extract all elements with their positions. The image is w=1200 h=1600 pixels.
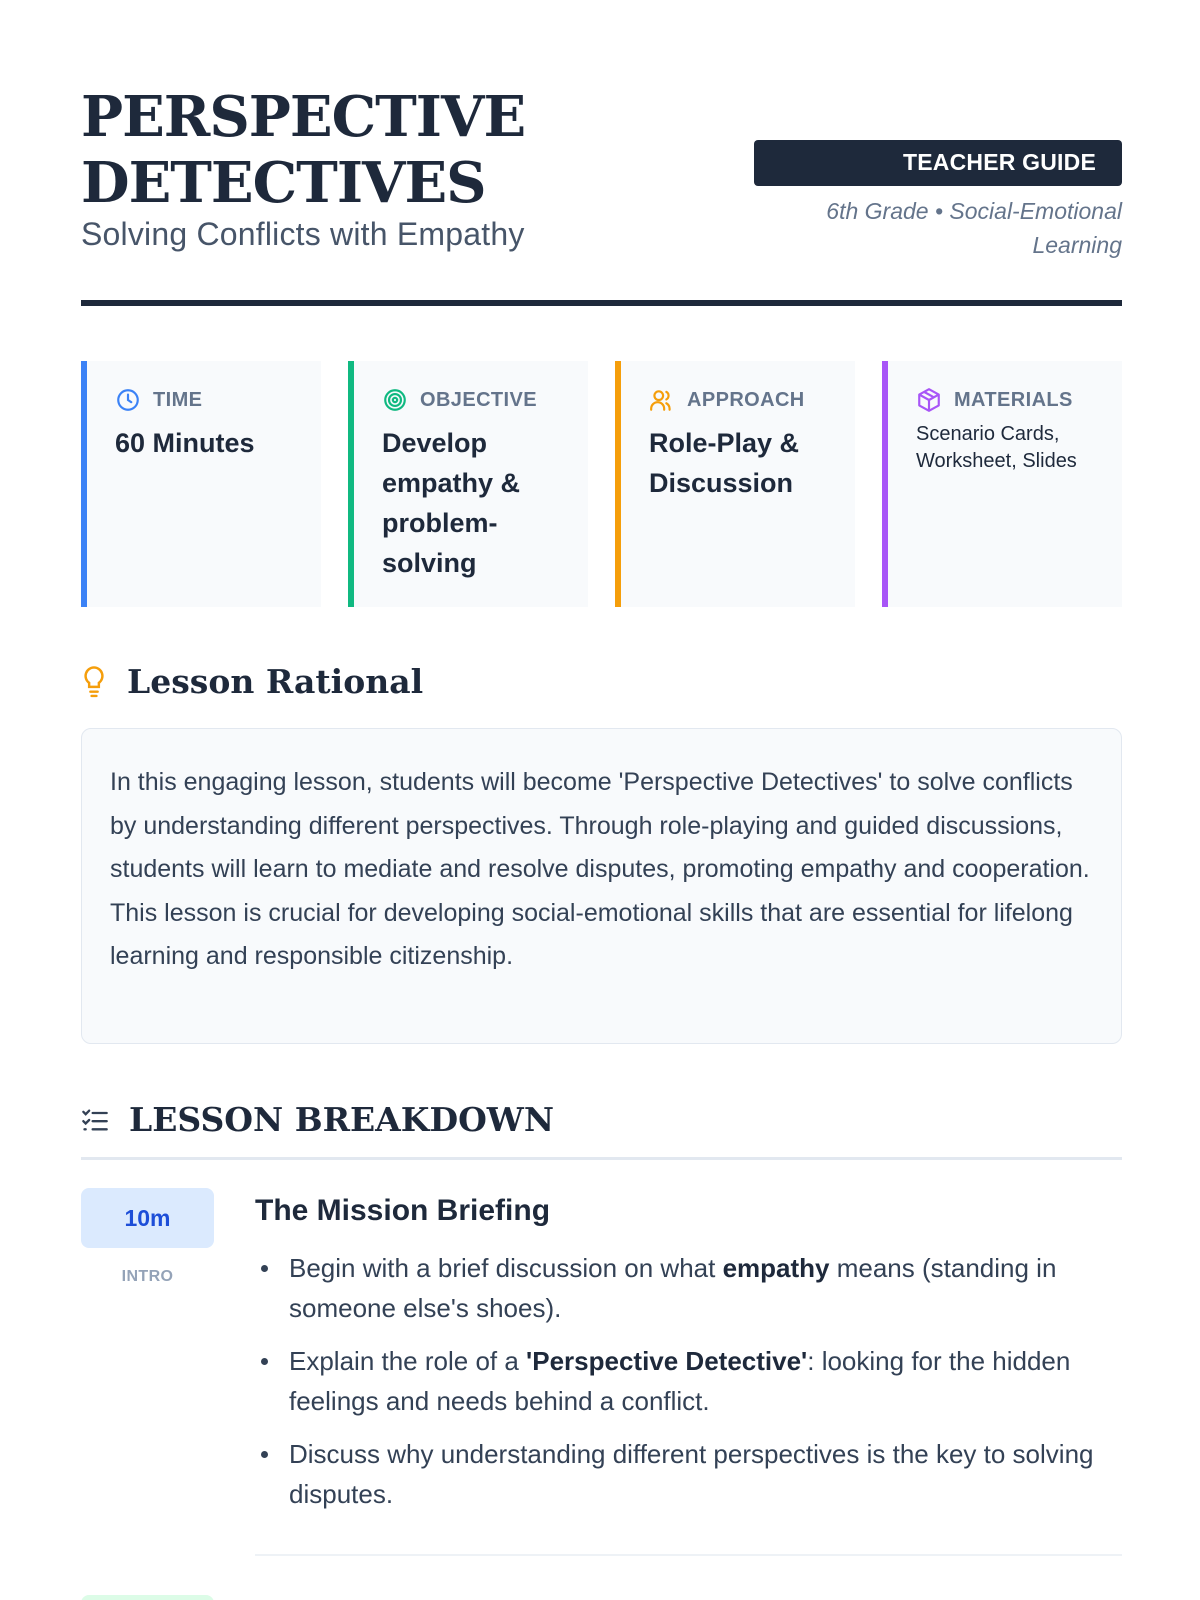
rationale-heading [81, 662, 423, 701]
bullet-emphasis: empathy [722, 1253, 830, 1283]
title-line-1: PERSPECTIVE [81, 84, 526, 150]
page-title [81, 84, 525, 216]
bullet-text: Discuss why understanding different perspectives is the key to solving disputes. [289, 1439, 1094, 1509]
teacher-guide-badge: TEACHER GUIDE [754, 140, 1122, 186]
card-objective [348, 361, 588, 607]
bullet-text: : looking for the hidden feelings and needs behind a conflict. [289, 1346, 1071, 1416]
card-materials [882, 361, 1122, 607]
bullet-text: means (standing in someone else's shoes). [289, 1253, 1057, 1323]
info-cards [81, 361, 1122, 607]
list-item [255, 1248, 1122, 1328]
rationale-heading-text: Lesson Rational [127, 662, 424, 701]
checklist-icon [81, 1106, 109, 1134]
users-icon [649, 387, 675, 413]
lesson-header [81, 80, 1122, 306]
card-value: Scenario Cards, Worksheet, Slides [916, 423, 1077, 472]
rationale-text: In this engaging lesson, students will become 'Perspective Detectives' to solve conflicts by understanding different perspectives. Through role-playing and guided discussions, students will learn to mediate and resolve disputes, promoting empathy and cooperation. This lesson is crucial for developing social-emotional skills that are essential for lifelong learning and responsible citizenship. [110, 768, 1090, 970]
clock-icon [115, 387, 141, 413]
box-icon [916, 387, 942, 413]
bullet-text: Begin with a brief discussion on what [289, 1253, 723, 1283]
card-label-text: APPROACH [687, 388, 805, 411]
page-subtitle: Solving Conflicts with Empathy [81, 216, 525, 252]
grade-line-2: Learning [1032, 232, 1122, 258]
step-title: The Mission Briefing [255, 1194, 551, 1227]
lightbulb-icon [81, 665, 107, 699]
card-label-text: OBJECTIVE [420, 388, 537, 411]
step-divider [255, 1554, 1122, 1556]
card-value: Develop empathy & problem-solving [382, 428, 521, 578]
card-label [916, 387, 1073, 413]
step-duration-badge: 10m [81, 1188, 214, 1248]
bullet-emphasis: 'Perspective Detective' [526, 1346, 808, 1376]
title-line-2: DETECTIVES [81, 150, 486, 216]
target-icon [382, 387, 408, 413]
next-step-badge [81, 1595, 214, 1600]
breakdown-heading [81, 1100, 554, 1139]
card-approach [615, 361, 855, 607]
card-label [115, 387, 202, 413]
list-item [255, 1341, 1122, 1421]
breakdown-heading-text: LESSON BREAKDOWN [129, 1100, 555, 1139]
grade-line-1: 6th Grade • Social-Emotional [826, 198, 1122, 224]
header-divider [81, 300, 1122, 306]
card-label [382, 387, 537, 413]
card-label-text: MATERIALS [954, 388, 1073, 411]
card-value: 60 Minutes [115, 428, 255, 458]
card-label-text: TIME [153, 388, 203, 411]
list-item [255, 1434, 1122, 1514]
breakdown-divider [81, 1157, 1122, 1160]
rationale-box [81, 728, 1122, 1044]
grade-subject-label [762, 194, 1122, 262]
card-value: Role-Play & Discussion [649, 428, 800, 498]
card-time [81, 361, 321, 607]
step-tag: INTRO [121, 1268, 174, 1285]
step-bullet-list [255, 1248, 1122, 1527]
bullet-text: Explain the role of a [289, 1346, 527, 1376]
card-label [649, 387, 805, 413]
